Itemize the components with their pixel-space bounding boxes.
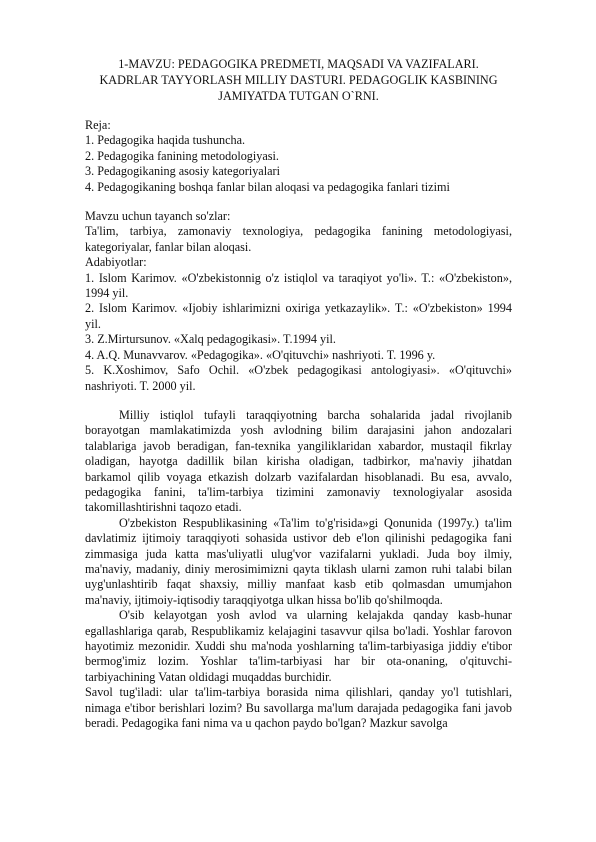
plan-item: 3. Pedagogikaning asosiy kategoriyalari: [85, 164, 280, 179]
document-page: [85, 56, 512, 731]
keywords-section: [85, 209, 512, 255]
plan-item: 4. Pedagogikaning boshqa fanlar bilan aloqasi va pedagogika fanlari tizimi: [85, 179, 450, 194]
literature-heading: Adabiyotlar:: [85, 255, 147, 270]
body-paragraph: Savol tug'iladi: ular ta'lim-tarbiya borasida nima qilishlari, qanday yo'l tutishlari, nimaga e'tibor berishlari lozim? Bu savollarga ma'lum darajada pedagogika fani javob beradi. Pedagogika fani nima va u qachon paydo bo'lgan? Mazkur savolga: [85, 685, 512, 731]
page-title: [85, 56, 512, 104]
keywords-heading: Mavzu uchun tayanch so'zlar:: [85, 209, 231, 224]
title-line-1: 1-MAVZU: PEDAGOGIKA PREDMETI, MAQSADI VA VAZIFALARI.: [118, 57, 479, 71]
body-paragraph: O'sib kelayotgan yosh avlod va ularning kelajakda qanday kasb-hunar egallashlariga qarab, Respublikamiz kelajagini tasavvur qilsa bo'ladi. Yoshlar farovon hayotimiz mezonidir. Xuddi shu ma'noda yoshlarning ta'lim-tarbiyasiga jiddiy e'tibor bermog'imiz lozim. Yoshlar ta'lim-tarbiyasi har bir ota-onaning, o'qituvchi-tarbiyachining Vatan oldidagi muqaddas burchidir.: [85, 608, 512, 684]
body-paragraph: Milliy istiqlol tufayli taraqqiyotning barcha sohalarida jadal rivojlanib borayotgan mamlakatimizda yosh avlodning bilim darajasini jahon andozalari talablariga javob beradigan, fan-texnika yangiliklaridan xabardor, mustaqil fikrlay oladigan, hayotga dadillik bilan kirisha oladigan, tadbirkor, ma'naviy jihatdan barkamol qilib voyaga etkazish dolzarb vazifalardan hisoblanadi. Bu esa, avvalo, pedagogika fanini, ta'lim-tarbiya tizimini zamonaviy texnologiyalar asosida takomillashtirishni taqozo etadi.: [85, 407, 512, 515]
literature-item: 3. Z.Mirtursunov. «Xalq pedagogikasi». T.1994 yil.: [85, 332, 336, 347]
literature-item: 2. Islom Karimov. «Ijobiy ishlarimizni oxiriga yetkazaylik». T.: «O'zbekiston» 1994 yil.: [85, 301, 512, 331]
literature-section: [85, 255, 512, 394]
plan-section: [85, 118, 512, 195]
title-line-3: JAMIYATDA TUTGAN O`RNI.: [218, 89, 379, 103]
title-line-2: KADRLAR TAYYORLASH MILLIY DASTURI. PEDAGOGLIK KASBINING: [99, 73, 498, 87]
keywords-text: Ta'lim, tarbiya, zamonaviy texnologiya, pedagogika fanining metodologiyasi, kategoriyalar, fanlar bilan aloqasi.: [85, 224, 512, 254]
body-paragraph: O'zbekiston Respublikasining «Ta'lim to'g'risida»gi Qonunida (1997y.) ta'lim davlatimiz ijtimoiy taraqqiyoti sohasida ustivor deb e'lon qilinishi pedagogika fani zimmasiga juda katta mas'uliyatli ulug'vor vazifalarni yukladi. Juda boy ilmiy, ma'naviy, madaniy, diniy merosimimizni qayta tiklash ularni zamon ruhi talabi bilan uyg'unlashtirib faqat shaxsiy, milliy manfaat kasb etib qolmasdan umumjahon ma'naviy, ijtimoiy-iqtisodiy taraqqiyotga ulkan hissa bo'lib qo'shilmoqda.: [85, 515, 512, 607]
literature-item: 4. A.Q. Munavvarov. «Pedagogika». «O'qituvchi» nashriyoti. T. 1996 y.: [85, 347, 436, 362]
body-section: [85, 408, 512, 732]
literature-item: 1. Islom Karimov. «O'zbekistonnig o'z istiqlol va taraqiyot yo'li». T.: «O'zbekiston», 1994 yil.: [85, 270, 512, 301]
plan-item: 2. Pedagogika fanining metodologiyasi.: [85, 148, 279, 163]
plan-item: 1. Pedagogika haqida tushuncha.: [85, 133, 246, 148]
literature-item: 5. K.Xoshimov, Safo Ochil. «O'zbek pedagogikasi antologiyasi». «O'qituvchi» nashriyoti. T. 2000 yil.: [85, 363, 512, 393]
plan-heading: Reja:: [85, 118, 111, 132]
